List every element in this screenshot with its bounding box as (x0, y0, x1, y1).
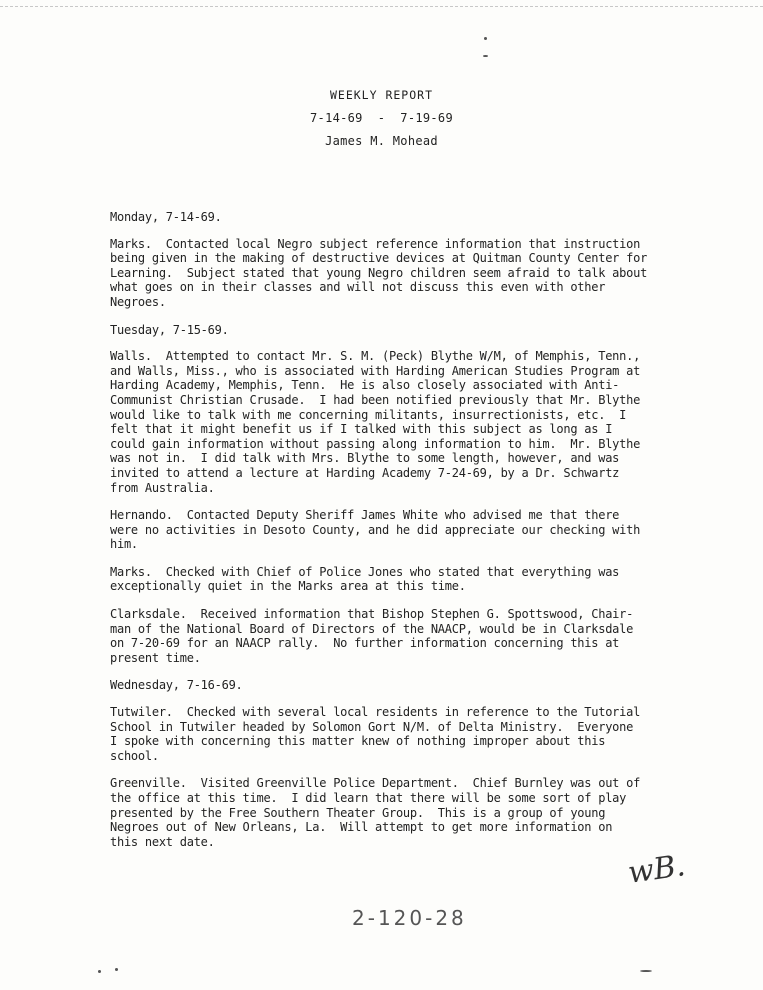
text-line: Hernando. Contacted Deputy Sheriff James White who advised me that there (110, 508, 620, 523)
text-line: from Australia. (110, 480, 215, 495)
text-line: Communist Christian Crusade. I had been notified previously that Mr. Blythe (110, 392, 641, 407)
text-line: invited to attend a lecture at Harding Academy 7-24-69, by a Dr. Schwartz (110, 465, 620, 480)
text-line: Wednesday, 7-16-69. (110, 678, 243, 693)
report-paragraph (110, 565, 670, 594)
text-line: being given in the making of destructive devices at Quitman County Center for (110, 251, 648, 266)
text-line: would like to talk with me concerning militants, insurrectionists, etc. I (110, 407, 627, 422)
text-line: School in Tutwiler headed by Solomon Gort N/M. of Delta Ministry. Everyone (110, 719, 634, 734)
report-paragraph (110, 607, 670, 665)
text-line: the office at this time. I did learn that there will be some sort of play (110, 791, 627, 805)
text-line: I spoke with concerning this matter knew of nothing improper about this (110, 734, 606, 749)
text-line: exceptionally quiet in the Marks area at this time. (110, 579, 466, 594)
report-paragraph (110, 508, 670, 552)
text-line: Negroes. (110, 294, 166, 309)
text-line: was not in. I did talk with Mrs. Blythe to some length, however, and was (110, 451, 620, 466)
text-line: Marks. Checked with Chief of Police Jones who stated that everything was (110, 564, 620, 579)
speck-mark (115, 968, 118, 971)
text-line: Marks. Contacted local Negro subject reference information that instruction (110, 236, 641, 251)
text-line: felt that it might benefit us if I talked with this subject as long as I (110, 422, 613, 437)
text-line: Tutwiler. Checked with several local residents in reference to the Tutorial (110, 705, 641, 720)
text-line: Walls. Attempted to contact Mr. S. M. (Peck) Blythe W/M, of Memphis, Tenn., (110, 349, 641, 364)
page-top-edge (0, 6, 763, 7)
day-heading (110, 210, 670, 225)
text-line: Greenville. Visited Greenville Police Department. Chief Burnley was out of (110, 776, 641, 791)
speck-mark (484, 37, 487, 40)
text-line: Tuesday, 7-15-69. (110, 322, 229, 337)
report-body (110, 210, 670, 862)
report-paragraph (110, 237, 670, 310)
text-line: Monday, 7-14-69. (110, 210, 222, 224)
text-line: presented by the Free Southern Theater Group. This is a group of young (110, 805, 606, 820)
text-line: on 7-20-69 for an NAACP rally. No further information concerning this at (110, 636, 620, 651)
day-heading (110, 323, 670, 338)
text-line: could gain information without passing along information to him. Mr. Blythe (110, 436, 641, 451)
handwritten-file-number: 2-120-28 (352, 906, 467, 930)
speck-mark (98, 970, 101, 973)
text-line: were no activities in Desoto County, and he did appreciate our checking with (110, 522, 641, 537)
text-line: what goes on in their classes and will not discuss this even with other (110, 280, 606, 295)
day-heading (110, 678, 670, 693)
text-line: present time. (110, 650, 201, 665)
report-paragraph (110, 776, 670, 849)
text-line: Learning. Subject stated that young Negro children seem afraid to talk about (110, 265, 648, 280)
text-line: Negroes out of New Orleans, La. Will attempt to get more information on (110, 820, 613, 835)
report-paragraph (110, 349, 670, 495)
report-paragraph (110, 705, 670, 763)
text-line: him. (110, 537, 138, 552)
report-author: James M. Mohead (325, 134, 438, 148)
report-date-range: 7-14-69 - 7-19-69 (310, 111, 453, 125)
text-line: this next date. (110, 834, 215, 849)
report-title: WEEKLY REPORT (329, 88, 433, 102)
text-line: Harding Academy, Memphis, Tenn. He is also closely associated with Anti- (110, 378, 620, 393)
text-line: man of the National Board of Directors of the NAACP, would be in Clarksdale (110, 621, 634, 636)
handwritten-initials: wB. (625, 848, 688, 891)
text-line: school. (110, 748, 159, 763)
speck-mark (483, 55, 488, 57)
report-header (0, 84, 763, 153)
text-line: and Walls, Miss., who is associated with Harding American Studies Program at (110, 363, 641, 378)
speck-mark (640, 970, 652, 972)
text-line: Clarksdale. Received information that Bishop Stephen G. Spottswood, Chair- (110, 607, 634, 622)
